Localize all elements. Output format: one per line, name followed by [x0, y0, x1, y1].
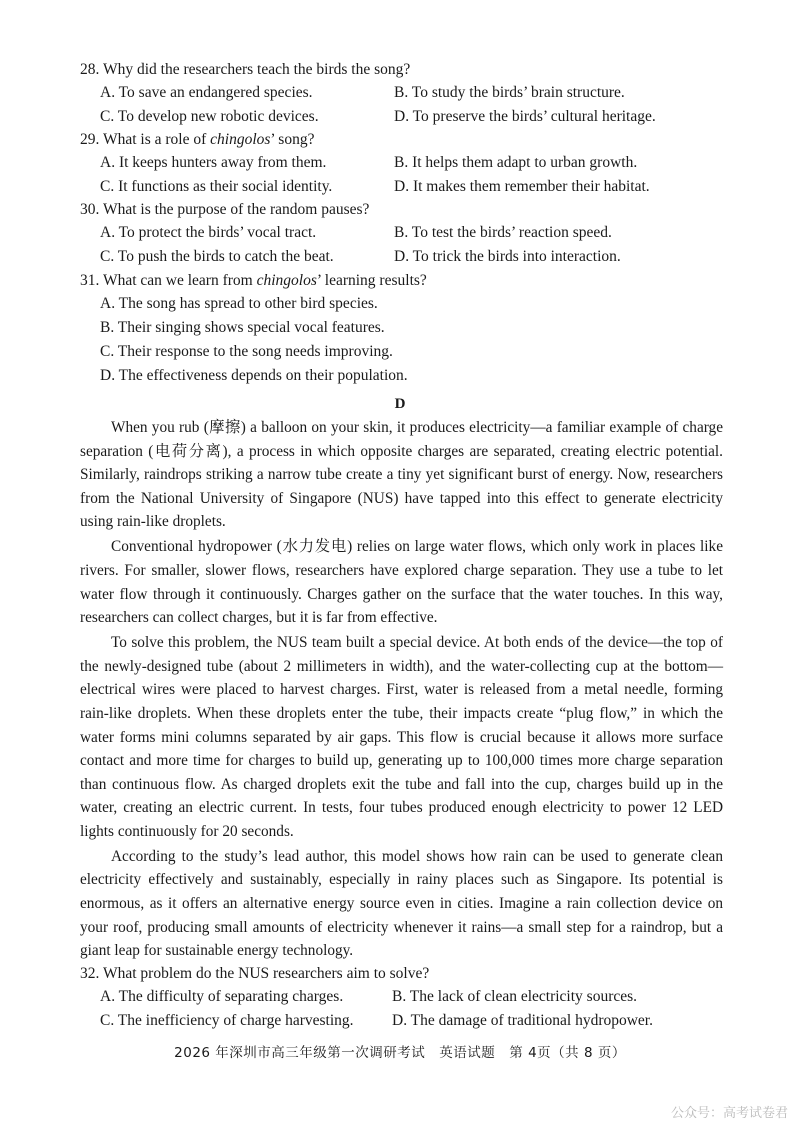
passage-paragraph: Conventional hydropower (水力发电) relies on large water flows, which only work in places like rivers. For smaller, slower flows, researchers have explored charge separation. They use a tube to let water flow through it continuously. Charges gather on the surface that the water touches. In this way, researchers can collect charges, but it is far from effective.	[80, 538, 723, 627]
option-29-b: B. It helps them adapt to urban growth.	[394, 154, 638, 171]
option-31-b: B. Their singing shows special vocal features.	[100, 319, 385, 336]
stem-text: ’ learning results?	[316, 272, 427, 289]
passage-paragraph: According to the study’s lead author, this model shows how rain can be used to generate clean electricity effectively and sustainably, especially in rainy places such as Singapore. Its potential is enormous, as it offers an alternative energy source even in cities. Imagine a rain collection device on your roof, producing small amounts of electricity whenever it rains—a small step for a raindrop, but a giant leap for sustainable energy technology.	[80, 847, 723, 960]
question-stem: 32. What problem do the NUS researchers aim to solve?	[80, 965, 430, 982]
question-stem: 28. Why did the researchers teach the birds the song?	[80, 61, 411, 78]
option-31-c: C. Their response to the song needs improving.	[100, 343, 393, 360]
option-28-b: B. To study the birds’ brain structure.	[394, 84, 625, 101]
option-29-a: A. It keeps hunters away from them.	[100, 154, 327, 171]
passage	[80, 416, 723, 964]
option-30-a: A. To protect the birds’ vocal tract.	[100, 224, 317, 241]
option-32-c: C. The inefficiency of charge harvesting.	[100, 1012, 354, 1029]
option-31-a: A. The song has spread to other bird species.	[100, 295, 378, 312]
stem-italic: chingolos	[256, 272, 317, 289]
stem-italic: chingolos	[210, 131, 271, 148]
option-30-c: C. To push the birds to catch the beat.	[100, 248, 334, 265]
option-32-d: D. The damage of traditional hydropower.	[392, 1012, 653, 1029]
question-30	[80, 199, 369, 221]
question-31	[80, 270, 427, 292]
question-32	[80, 963, 429, 985]
passage-paragraph: To solve this problem, the NUS team built a special device. At both ends of the device—the top of the newly-designed tube (about 2 millimeters in width), and the water-collecting cup at the bottom—electrical wires were placed to harvest charges. First, water is released from a metal needle, forming rain-like droplets. When these droplets enter the tube, their impacts create “plug flow,” in which the water forms mini columns separated by air gaps. This flow is crucial because it allows more surface contact and more time for charges to build up, generating up to 100,000 times more charge separation than continuous flow. As charged droplets exit the tube and fall into the cup, charges build up in the water, creating an electric current. In tests, four tubes produced enough electricity to power 12 LED lights continuously for 20 seconds.	[80, 634, 723, 840]
option-29-d: D. It makes them remember their habitat.	[394, 178, 650, 195]
option-28-a: A. To save an endangered species.	[100, 84, 313, 101]
option-30-b: B. To test the birds’ reaction speed.	[394, 224, 612, 241]
option-29-c: C. It functions as their social identity.	[100, 178, 333, 195]
option-32-b: B. The lack of clean electricity sources.	[392, 988, 638, 1005]
question-stem	[80, 129, 314, 151]
question-28	[80, 59, 410, 81]
option-28-c: C. To develop new robotic devices.	[100, 108, 319, 125]
stem-text: 29. What is a role of	[80, 131, 211, 148]
question-stem	[80, 270, 427, 292]
watermark: 公众号：高考试卷君	[670, 1106, 788, 1121]
option-31-d: D. The effectiveness depends on their population.	[100, 367, 408, 384]
stem-text: 31. What can we learn from	[80, 272, 257, 289]
question-stem: 30. What is the purpose of the random pauses?	[80, 201, 370, 218]
option-30-d: D. To trick the birds into interaction.	[394, 248, 621, 265]
section-heading: D	[394, 396, 406, 412]
option-28-d: D. To preserve the birds’ cultural heritage.	[394, 108, 656, 125]
passage-paragraph: When you rub (摩擦) a balloon on your skin, it produces electricity—a familiar example of charge separation (电荷分离), a process in which opposite charges are separated, creating electric potential. Similarly, raindrops striking a narrow tube create a tiny yet significant burst of energy. Now, researchers from the National University of Singapore (NUS) have tapped into this effect to generate electricity using rain-like droplets.	[80, 419, 723, 531]
option-32-a: A. The difficulty of separating charges.	[100, 988, 344, 1005]
page-footer: 2026 年深圳市高三年级第一次调研考试 英语试题 第 4页（共 8 页）	[174, 1045, 626, 1061]
question-29	[80, 129, 314, 151]
stem-text: ’ song?	[270, 131, 315, 148]
